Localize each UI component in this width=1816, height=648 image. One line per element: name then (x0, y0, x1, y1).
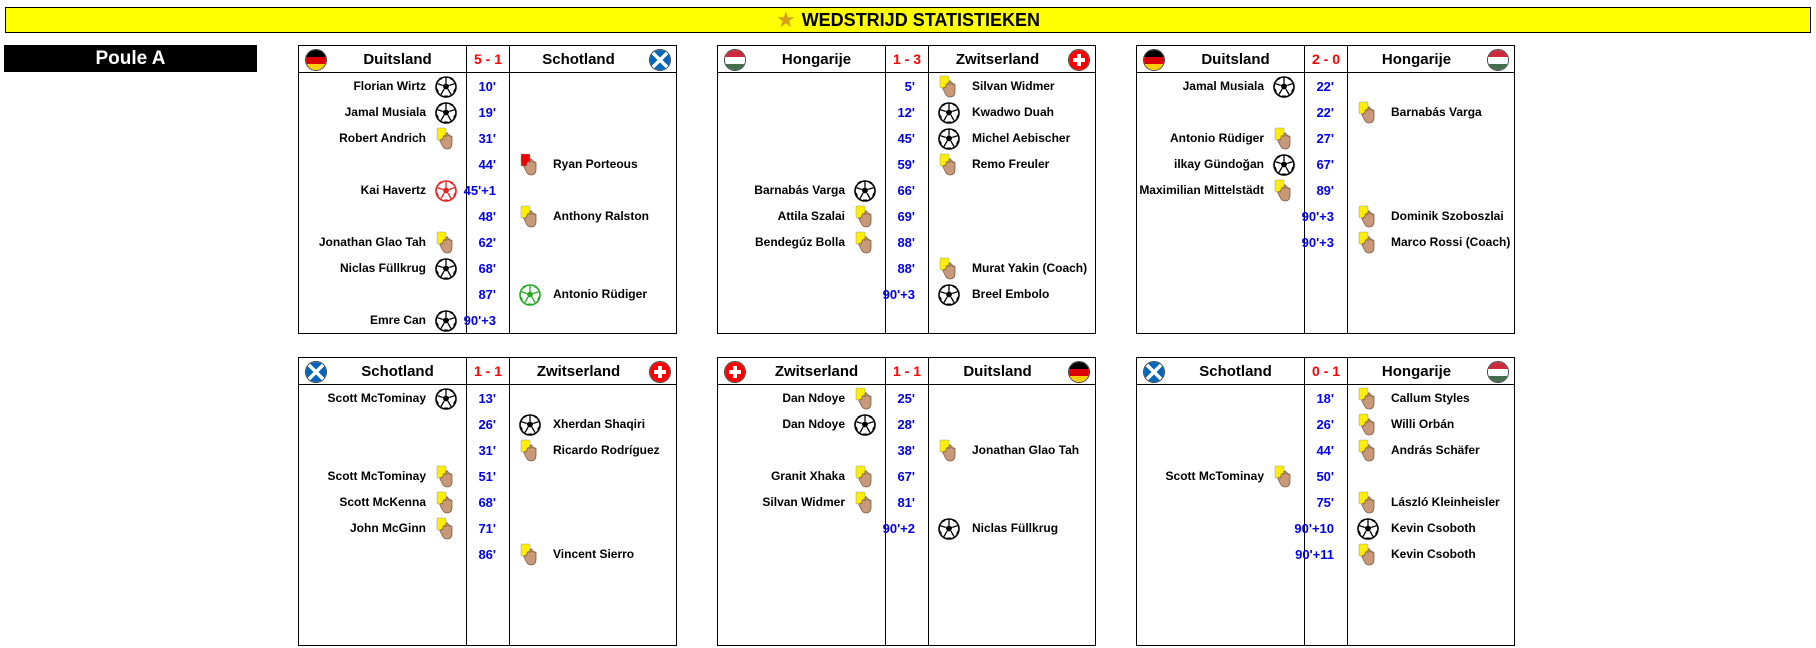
home-team-name: Duitsland (363, 50, 432, 68)
player-name: Barnabás Varga (754, 183, 845, 197)
event-row (718, 281, 1095, 307)
switzerland-flag-icon (649, 361, 671, 383)
event-minute: 48' (478, 208, 496, 224)
hungary-flag-icon (1487, 49, 1509, 71)
event-minute: 90'+3 (463, 312, 496, 328)
switzerland-flag-icon (724, 361, 746, 383)
event-row (718, 255, 1095, 281)
event-row (299, 385, 676, 411)
player-name: Dominik Szoboszlai (1391, 209, 1504, 223)
match-score: 2 - 0 (1311, 51, 1340, 67)
event-row (299, 541, 676, 567)
red-card-icon (518, 153, 542, 177)
event-row (1137, 515, 1514, 541)
player-name: Kevin Csoboth (1391, 547, 1476, 561)
event-minute: 13' (478, 390, 496, 406)
event-minute: 27' (1316, 130, 1334, 146)
soccer-ball-icon (1272, 75, 1296, 99)
event-row (718, 463, 1095, 489)
event-row (1137, 203, 1514, 229)
event-row (718, 203, 1095, 229)
away-team-name: Hongarije (1381, 362, 1452, 380)
event-row (299, 411, 676, 437)
event-minute: 90'+3 (882, 286, 915, 302)
event-minute: 22' (1316, 104, 1334, 120)
event-row (1137, 125, 1514, 151)
event-minute: 22' (1316, 78, 1334, 94)
player-name: Granit Xhaka (770, 469, 845, 483)
home-team-name: Schotland (1199, 362, 1272, 380)
soccer-ball-icon (937, 101, 961, 125)
player-name: ilkay Gündoğan (1173, 157, 1264, 171)
yellow-card-icon (1356, 101, 1380, 125)
event-row (718, 515, 1095, 541)
player-name: Xherdan Shaqiri (553, 417, 646, 431)
event-row (299, 255, 676, 281)
match-card (298, 357, 677, 646)
germany-flag-icon (1068, 361, 1090, 383)
player-name: Scott McTominay (327, 469, 426, 483)
yellow-card-icon (853, 387, 877, 411)
event-minute: 28' (897, 416, 915, 432)
player-name: Attila Szalai (777, 209, 845, 223)
scotland-flag-icon (649, 49, 671, 71)
event-row (299, 99, 676, 125)
event-row (299, 177, 676, 203)
event-minute: 26' (478, 416, 496, 432)
event-minute: 19' (478, 104, 496, 120)
match-card (1136, 45, 1515, 334)
player-name: Michel Aebischer (972, 131, 1071, 145)
event-minute: 50' (1316, 468, 1334, 484)
match-score: 0 - 1 (1311, 363, 1340, 379)
player-name: Dan Ndoye (782, 391, 845, 405)
event-row (718, 73, 1095, 99)
player-name: Niclas Füllkrug (339, 261, 426, 275)
yellow-card-icon (434, 491, 458, 515)
soccer-ball-icon (434, 387, 458, 411)
event-minute: 44' (1316, 442, 1334, 458)
event-row (299, 437, 676, 463)
player-name: Jonathan Glao Tah (318, 235, 426, 249)
player-name: Kevin Csoboth (1391, 521, 1476, 535)
event-minute: 89' (1316, 182, 1334, 198)
hungary-flag-icon (1487, 361, 1509, 383)
germany-flag-icon (1143, 49, 1165, 71)
player-name: Jonathan Glao Tah (972, 443, 1080, 457)
player-name: Scott McTominay (327, 391, 426, 405)
soccer-ball-icon (434, 75, 458, 99)
soccer-ball-icon (434, 257, 458, 281)
away-team-name: Zwitserland (955, 50, 1040, 68)
player-name: Emre Can (369, 313, 426, 327)
soccer-ball-icon (937, 127, 961, 151)
event-minute: 59' (897, 156, 915, 172)
event-minute: 10' (478, 78, 496, 94)
player-name: Niclas Füllkrug (972, 521, 1059, 535)
event-row (718, 151, 1095, 177)
event-row (1137, 229, 1514, 255)
event-minute: 44' (478, 156, 496, 172)
yellow-card-icon (434, 465, 458, 489)
player-name: Scott McTominay (1165, 469, 1264, 483)
event-row (299, 515, 676, 541)
germany-flag-icon (305, 49, 327, 71)
event-row (1137, 151, 1514, 177)
yellow-card-icon (1272, 179, 1296, 203)
event-row (299, 281, 676, 307)
yellow-card-icon (853, 205, 877, 229)
event-minute: 71' (478, 520, 496, 536)
match-card (717, 357, 1096, 646)
event-minute: 66' (897, 182, 915, 198)
event-minute: 12' (897, 104, 915, 120)
match-card (298, 45, 677, 334)
event-row (718, 99, 1095, 125)
player-name: Antonio Rüdiger (553, 287, 647, 301)
player-name: Jamal Musiala (1182, 79, 1264, 93)
player-name: John McGinn (350, 521, 426, 535)
player-name: Breel Embolo (972, 287, 1050, 301)
player-name: Antonio Rüdiger (1170, 131, 1264, 145)
player-name: Florian Wirtz (353, 79, 426, 93)
event-row (1137, 437, 1514, 463)
soccer-ball-icon (937, 517, 961, 541)
soccer-ball-icon (434, 309, 458, 333)
home-team-name: Schotland (361, 362, 434, 380)
away-team-name: Duitsland (963, 362, 1032, 380)
player-name: Barnabás Varga (1391, 105, 1482, 119)
player-name: Marco Rossi (Coach) (1391, 235, 1511, 249)
player-name: András Schäfer (1391, 443, 1480, 457)
event-minute: 26' (1316, 416, 1334, 432)
event-row (1137, 177, 1514, 203)
event-minute: 88' (897, 234, 915, 250)
event-row (718, 489, 1095, 515)
player-name: Silvan Widmer (762, 495, 845, 509)
event-row (1137, 411, 1514, 437)
player-name: Jamal Musiala (344, 105, 426, 119)
player-name: Callum Styles (1391, 391, 1470, 405)
yellow-card-icon (937, 439, 961, 463)
event-row (1137, 541, 1514, 567)
away-team-name: Hongarije (1381, 50, 1452, 68)
event-minute: 62' (478, 234, 496, 250)
away-team-name: Zwitserland (536, 362, 621, 380)
event-minute: 18' (1316, 390, 1334, 406)
event-minute: 90'+10 (1294, 520, 1334, 536)
player-name: Dan Ndoye (782, 417, 845, 431)
player-name: Murat Yakin (Coach) (972, 261, 1088, 275)
yellow-card-icon (518, 439, 542, 463)
soccer-ball-icon (853, 179, 877, 203)
soccer-ball-icon (937, 283, 961, 307)
event-minute: 86' (478, 546, 496, 562)
player-name: Ryan Porteous (553, 157, 638, 171)
player-name: Willi Orbán (1391, 417, 1455, 431)
soccer-ball-icon (518, 413, 542, 437)
page-title: WEDSTRIJD STATISTIEKEN (801, 9, 1041, 30)
event-minute: 45'+1 (463, 182, 496, 198)
event-minute: 88' (897, 260, 915, 276)
yellow-card-icon (853, 231, 877, 255)
yellow-card-icon (1356, 205, 1380, 229)
event-minute: 45' (897, 130, 915, 146)
match-score: 1 - 3 (892, 51, 921, 67)
event-minute: 69' (897, 208, 915, 224)
yellow-card-icon (434, 127, 458, 151)
event-row (299, 463, 676, 489)
penalty-ball-icon (434, 179, 458, 203)
event-minute: 31' (478, 130, 496, 146)
event-row (299, 125, 676, 151)
event-row (1137, 99, 1514, 125)
player-name: Kwadwo Duah (972, 105, 1055, 119)
event-minute: 38' (897, 442, 915, 458)
player-name: Bendegúz Bolla (754, 235, 845, 249)
event-row (299, 229, 676, 255)
yellow-card-icon (853, 465, 877, 489)
match-card (717, 45, 1096, 334)
yellow-card-icon (1356, 543, 1380, 567)
home-team-name: Zwitserland (774, 362, 859, 380)
event-row (1137, 489, 1514, 515)
soccer-ball-icon (1272, 153, 1296, 177)
player-name: Scott McKenna (339, 495, 426, 509)
event-row (1137, 73, 1514, 99)
event-minute: 87' (478, 286, 496, 302)
away-team-name: Schotland (542, 50, 615, 68)
player-name: Silvan Widmer (972, 79, 1055, 93)
event-minute: 67' (1316, 156, 1334, 172)
event-row (299, 489, 676, 515)
scotland-flag-icon (1143, 361, 1165, 383)
yellow-card-icon (1356, 231, 1380, 255)
yellow-card-icon (1356, 491, 1380, 515)
yellow-card-icon (434, 231, 458, 255)
event-row (299, 307, 676, 333)
yellow-card-icon (937, 153, 961, 177)
match-score: 1 - 1 (473, 363, 502, 379)
event-row (299, 73, 676, 99)
star-icon: ★ (775, 7, 796, 32)
yellow-card-icon (1272, 465, 1296, 489)
event-row (718, 411, 1095, 437)
match-score: 5 - 1 (473, 51, 502, 67)
match-card (1136, 357, 1515, 646)
yellow-card-icon (937, 257, 961, 281)
yellow-card-icon (518, 543, 542, 567)
group-label: Poule A (4, 45, 257, 72)
event-minute: 75' (1316, 494, 1334, 510)
event-minute: 5' (904, 78, 915, 94)
player-name: Remo Freuler (972, 157, 1050, 171)
player-name: Anthony Ralston (553, 209, 649, 223)
switzerland-flag-icon (1068, 49, 1090, 71)
yellow-card-icon (1272, 127, 1296, 151)
event-minute: 51' (478, 468, 496, 484)
event-row (718, 437, 1095, 463)
yellow-card-icon (1356, 413, 1380, 437)
page-header (5, 7, 1811, 33)
event-row (718, 177, 1095, 203)
player-name: Robert Andrich (339, 131, 426, 145)
event-row (1137, 463, 1514, 489)
player-name: László Kleinheisler (1391, 495, 1500, 509)
yellow-card-icon (937, 75, 961, 99)
home-team-name: Duitsland (1201, 50, 1270, 68)
player-name: Ricardo Rodríguez (553, 443, 660, 457)
event-minute: 90'+3 (1301, 208, 1334, 224)
event-minute: 67' (897, 468, 915, 484)
yellow-card-icon (853, 491, 877, 515)
event-row (299, 203, 676, 229)
hungary-flag-icon (724, 49, 746, 71)
own-goal-ball-icon (518, 283, 542, 307)
player-name: Maximilian Mittelstädt (1139, 183, 1264, 197)
event-minute: 90'+2 (882, 520, 915, 536)
event-minute: 90'+11 (1295, 546, 1334, 562)
event-row (1137, 385, 1514, 411)
event-row (718, 385, 1095, 411)
yellow-card-icon (518, 205, 542, 229)
soccer-ball-icon (853, 413, 877, 437)
event-minute: 31' (478, 442, 496, 458)
event-row (299, 151, 676, 177)
event-minute: 68' (478, 260, 496, 276)
home-team-name: Hongarije (781, 50, 852, 68)
yellow-card-icon (1356, 387, 1380, 411)
yellow-card-icon (1356, 439, 1380, 463)
yellow-card-icon (434, 517, 458, 541)
soccer-ball-icon (434, 101, 458, 125)
soccer-ball-icon (1356, 517, 1380, 541)
player-name: Kai Havertz (360, 183, 426, 197)
player-name: Vincent Sierro (553, 547, 635, 561)
scotland-flag-icon (305, 361, 327, 383)
match-score: 1 - 1 (892, 363, 921, 379)
event-row (718, 229, 1095, 255)
event-minute: 68' (478, 494, 496, 510)
event-minute: 25' (897, 390, 915, 406)
event-minute: 81' (897, 494, 915, 510)
event-minute: 90'+3 (1301, 234, 1334, 250)
event-row (718, 125, 1095, 151)
